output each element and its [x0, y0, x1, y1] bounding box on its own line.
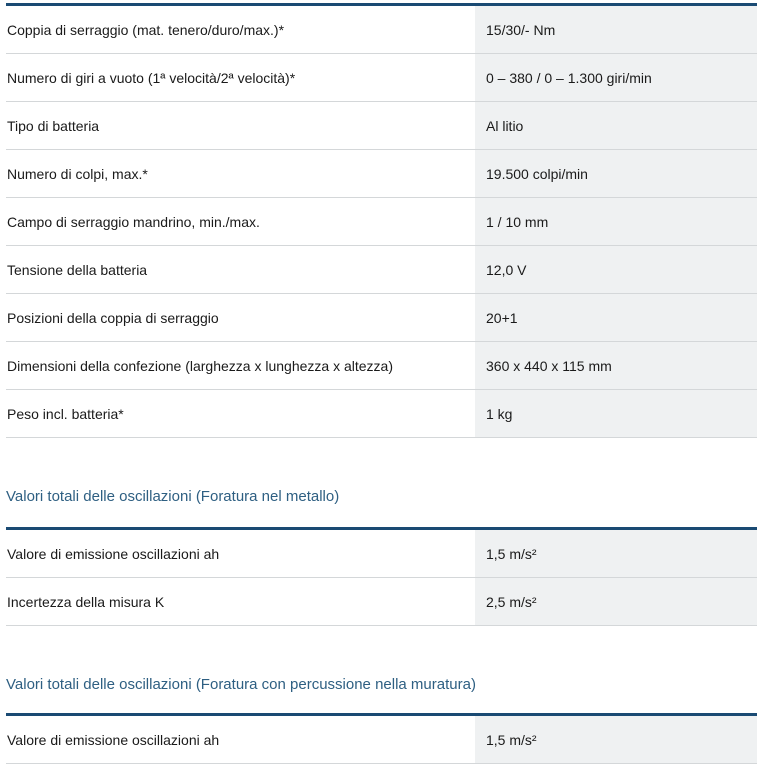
spec-label: Valore di emissione oscillazioni ah	[7, 546, 220, 562]
spec-label: Numero di colpi, max.*	[7, 166, 148, 182]
section-heading-vibration-metal: Valori totali delle oscillazioni (Foratura nel metallo)	[6, 488, 340, 505]
spec-value: Al litio	[475, 102, 757, 149]
spec-value: 360 x 440 x 115 mm	[475, 342, 757, 389]
spec-row-weight	[6, 390, 757, 438]
spec-value: 2,5 m/s²	[475, 578, 757, 625]
spec-label: Tensione della batteria	[7, 262, 148, 278]
spec-row-vibration-emission	[6, 716, 757, 764]
spec-label: Valore di emissione oscillazioni ah	[7, 732, 220, 748]
spec-row-chuck-range	[6, 198, 757, 246]
spec-row-package-dimensions	[6, 342, 757, 390]
spec-value: 0 – 380 / 0 – 1.300 giri/min	[475, 54, 757, 101]
spec-value: 1 / 10 mm	[475, 198, 757, 245]
section-heading-vibration-masonry: Valori totali delle oscillazioni (Foratura con percussione nella muratura)	[6, 676, 476, 693]
spec-row-vibration-emission	[6, 530, 757, 578]
spec-label: Posizioni della coppia di serraggio	[7, 310, 219, 326]
spec-value: 1,5 m/s²	[475, 530, 757, 577]
vibration-masonry-table	[6, 713, 757, 764]
spec-label: Numero di giri a vuoto (1ª velocità/2ª velocità)*	[7, 70, 296, 86]
spec-row-torque	[6, 6, 757, 54]
spec-row-battery-type	[6, 102, 757, 150]
spec-row-battery-voltage	[6, 246, 757, 294]
spec-label: Campo di serraggio mandrino, min./max.	[7, 214, 260, 230]
spec-label: Tipo di batteria	[7, 118, 100, 134]
spec-value: 15/30/- Nm	[475, 6, 757, 53]
spec-value: 20+1	[475, 294, 757, 341]
spec-value: 1,5 m/s²	[475, 716, 757, 763]
spec-value: 12,0 V	[475, 246, 757, 293]
spec-row-uncertainty	[6, 578, 757, 626]
spec-label: Peso incl. batteria*	[7, 406, 124, 422]
spec-label: Incertezza della misura K	[7, 594, 165, 610]
spec-value: 19.500 colpi/min	[475, 150, 757, 197]
spec-row-no-load-speed	[6, 54, 757, 102]
spec-row-impact-rate	[6, 150, 757, 198]
spec-value: 1 kg	[475, 390, 757, 437]
spec-row-torque-settings	[6, 294, 757, 342]
vibration-metal-table	[6, 527, 757, 626]
technical-specs-table	[6, 3, 757, 438]
spec-label: Coppia di serraggio (mat. tenero/duro/max.)*	[7, 22, 285, 38]
spec-label: Dimensioni della confezione (larghezza x lunghezza x altezza)	[7, 358, 393, 374]
